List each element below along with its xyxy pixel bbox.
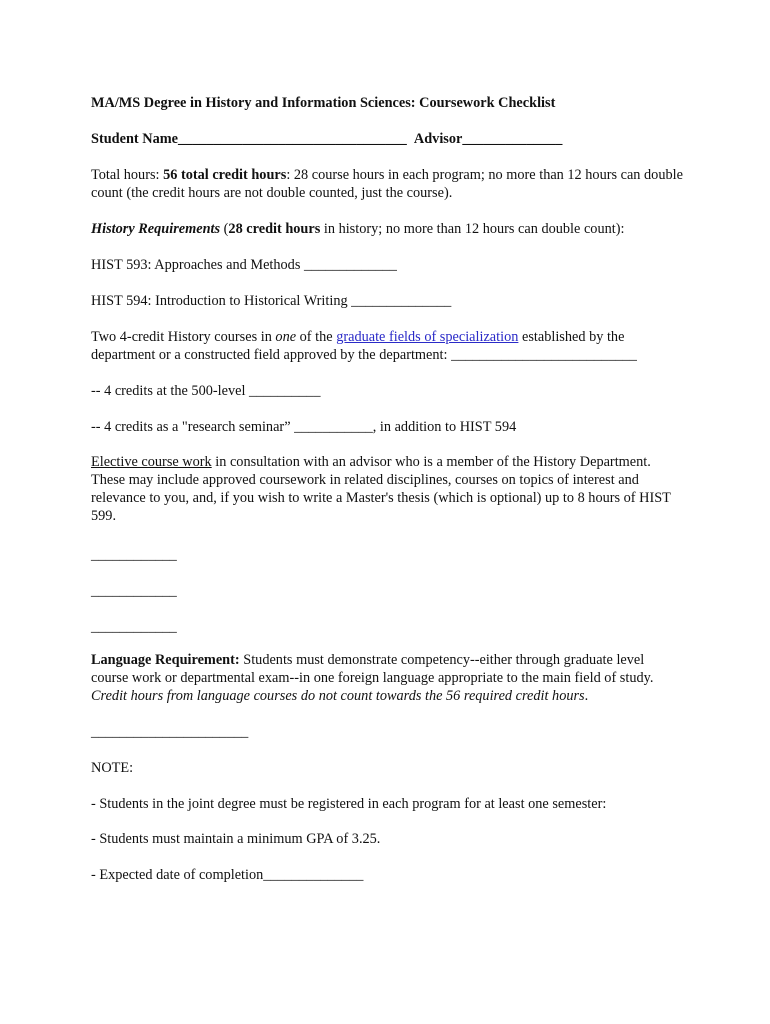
hist-594-line: HIST 594: Introduction to Historical Writing ______________ bbox=[91, 293, 452, 309]
note-title: NOTE: bbox=[91, 760, 134, 776]
note-minimum-gpa: - Students must maintain a minimum GPA of 3.25. bbox=[91, 831, 381, 847]
elective-blank-2[interactable]: ____________ bbox=[91, 583, 177, 599]
student-advisor-line bbox=[91, 130, 691, 148]
language-requirement-rest: Students must demonstrate competency--either through graduate level course work or departmental exam--in one foreign language appropriate to the main field of study. bbox=[91, 652, 654, 686]
credits-500-level-line: -- 4 credits at the 500-level __________ bbox=[91, 383, 321, 399]
history-requirements-rest: in history; no more than 12 hours can double count): bbox=[320, 221, 625, 237]
language-blank[interactable]: ______________________ bbox=[91, 724, 249, 740]
total-hours-bold: 56 total credit hours bbox=[163, 167, 287, 183]
language-requirement-label: Language Requirement: bbox=[91, 652, 240, 668]
two-courses-mid: of the bbox=[296, 329, 337, 345]
language-requirement-italic: Credit hours from language courses do not count towards the 56 required credit hours bbox=[91, 688, 585, 704]
history-requirements-heading bbox=[91, 220, 691, 238]
elective-paragraph bbox=[91, 453, 681, 525]
total-hours-rest: : 28 course hours in each program; no more than 12 hours can double count (the credit hours are not double counted, just the course). bbox=[91, 167, 683, 201]
history-open-paren: ( bbox=[220, 221, 229, 237]
student-name-field[interactable]: ________________________________ bbox=[177, 131, 407, 147]
note-expected-completion: - Expected date of completion______________ bbox=[91, 867, 364, 883]
note-joint-degree: - Students in the joint degree must be registered in each program for at least one semester: bbox=[91, 796, 607, 812]
elective-blank-3[interactable]: ____________ bbox=[91, 619, 177, 635]
language-requirement-paragraph bbox=[91, 651, 681, 705]
total-hours-prefix: Total hours: bbox=[91, 167, 164, 183]
elective-course-work-label: Elective course work bbox=[91, 454, 212, 470]
elective-blank-1[interactable]: ____________ bbox=[91, 547, 177, 563]
page-title: MA/MS Degree in History and Information Sciences: Coursework Checklist bbox=[91, 95, 556, 111]
two-courses-paragraph bbox=[91, 328, 681, 364]
student-name-label: Student Name bbox=[91, 131, 178, 147]
research-seminar-line: -- 4 credits as a "research seminar” ___________, in addition to HIST 594 bbox=[91, 419, 517, 435]
graduate-fields-link[interactable]: graduate fields of specialization bbox=[336, 329, 519, 345]
hist-593-line: HIST 593: Approaches and Methods _____________ bbox=[91, 257, 397, 273]
advisor-label: Advisor bbox=[413, 131, 463, 147]
elective-rest: in consultation with an advisor who is a member of the History Department. These may include approved coursework in related disciplines, courses on topics of interest and relevance to you, and, if you wish to write a Master's thesis (which is optional) up to 8 hours of HIST 599. bbox=[91, 454, 671, 524]
language-requirement-end: . bbox=[584, 688, 589, 704]
two-courses-italic: one bbox=[275, 329, 297, 345]
history-credit-hours: 28 credit hours bbox=[228, 221, 321, 237]
advisor-field[interactable]: ______________ bbox=[462, 131, 563, 147]
two-courses-pre: Two 4-credit History courses in bbox=[91, 329, 276, 345]
total-hours-paragraph bbox=[91, 166, 683, 202]
history-requirements-label: History Requirements bbox=[91, 221, 221, 237]
two-courses-post: established by the department or a constructed field approved by the department: __________________________ bbox=[91, 329, 637, 363]
